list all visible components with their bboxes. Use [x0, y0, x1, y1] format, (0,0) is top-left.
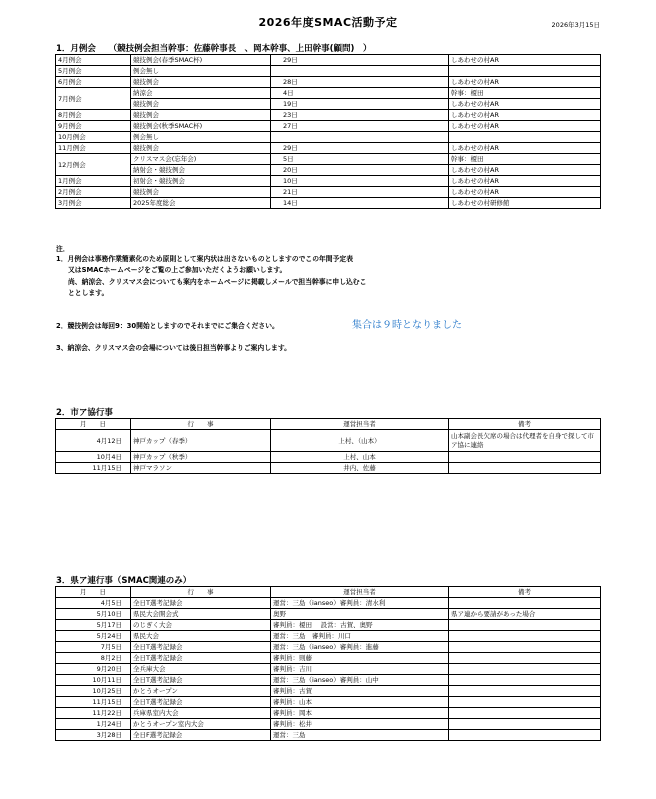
staff-cell: 上村、山本 [271, 452, 449, 463]
place-cell: しあわせの村AR [449, 77, 601, 88]
event-cell: 全日T選考記録会 [131, 598, 271, 609]
place-cell: しあわせの村研修館 [449, 198, 601, 209]
date-cell: 10月4日 [56, 452, 131, 463]
table-row [56, 198, 601, 209]
table-row [56, 99, 601, 110]
event-cell: のじぎく大会 [131, 620, 271, 631]
date-cell: 11月22日 [56, 708, 131, 719]
place-cell: 幹事：榎田 [449, 154, 601, 165]
staff-cell: 井内、佐藤 [271, 463, 449, 474]
date-cell: 7月5日 [56, 642, 131, 653]
date-cell: 9月20日 [56, 664, 131, 675]
note-cell [449, 664, 601, 675]
staff-cell: 審判員：松井 [271, 719, 449, 730]
staff-cell: 審判員：吉川 [271, 664, 449, 675]
table-row [56, 165, 601, 176]
note-cell: 県ア連から要請があった場合 [449, 609, 601, 620]
day-cell: 4日 [271, 88, 449, 99]
table-row [56, 143, 601, 154]
table-row [56, 620, 601, 631]
note-cell [449, 463, 601, 474]
header-staff: 運営担当者 [271, 587, 449, 598]
place-cell: しあわせの村AR [449, 99, 601, 110]
table-row [56, 110, 601, 121]
note-cell [449, 730, 601, 741]
event-cell: 競技例会(秋季SMAC杯) [131, 121, 271, 132]
table-row [56, 664, 601, 675]
city-events-table [55, 418, 601, 474]
table-header-row [56, 419, 601, 430]
table-row [56, 719, 601, 730]
month-cell: 7月例会 [56, 88, 131, 110]
staff-cell: 運営：三島 [271, 730, 449, 741]
table-row [56, 642, 601, 653]
event-cell: 県民大会開会式 [131, 609, 271, 620]
day-cell: 27日 [271, 121, 449, 132]
date-cell: 8月2日 [56, 653, 131, 664]
event-cell: 初射会・競技例会 [131, 176, 271, 187]
table-row [56, 66, 601, 77]
event-cell: 納射会・競技例会 [131, 165, 271, 176]
staff-cell: 審判員：岡本 [271, 708, 449, 719]
place-cell: しあわせの村AR [449, 55, 601, 66]
date-cell: 11月15日 [56, 463, 131, 474]
header-event: 行 事 [131, 587, 271, 598]
event-cell: クリスマス会(忘年会) [131, 154, 271, 165]
staff-cell: 運営：三島（ianseo）審判員：清水利 [271, 598, 449, 609]
header-date: 月 日 [56, 587, 131, 598]
table-row [56, 708, 601, 719]
day-cell: 28日 [271, 77, 449, 88]
event-cell: 神戸カップ（春季） [131, 430, 271, 452]
note-cell [449, 598, 601, 609]
table-row [56, 675, 601, 686]
day-cell [271, 132, 449, 143]
note-cell [449, 697, 601, 708]
table-row [56, 631, 601, 642]
event-cell: 全日F選考記録会 [131, 730, 271, 741]
note-1-line-2: 又はSMACホームページをご覧の上ご参加いただくようお願いします。 [68, 266, 287, 274]
header-date: 月 日 [56, 419, 131, 430]
place-cell: しあわせの村AR [449, 121, 601, 132]
date-cell: 4月12日 [56, 430, 131, 452]
monthly-events-table [55, 54, 601, 209]
date-cell: 10月11日 [56, 675, 131, 686]
document-date: 2026年3月15日 [551, 21, 600, 29]
event-cell: 神戸マラソン [131, 463, 271, 474]
table-row [56, 121, 601, 132]
event-cell: 全日T選考記録会 [131, 697, 271, 708]
event-cell: 競技例会(春季SMAC杯) [131, 55, 271, 66]
note-cell [449, 631, 601, 642]
staff-cell: 奥野 [271, 609, 449, 620]
table-row [56, 697, 601, 708]
note-3: 3、納涼会、クリスマス会の会場については後日担当幹事よりご案内します。 [56, 344, 291, 352]
section1-heading: 1．月例会 （競技例会担当幹事：佐藤幹事長 、岡本幹事、上田幹事(顧問) ） [56, 44, 372, 54]
table-row [56, 730, 601, 741]
event-cell: 競技例会 [131, 77, 271, 88]
place-cell: しあわせの村AR [449, 143, 601, 154]
note-cell [449, 675, 601, 686]
table-row [56, 132, 601, 143]
event-cell: 納涼会 [131, 88, 271, 99]
event-cell: 競技例会 [131, 99, 271, 110]
day-cell: 21日 [271, 187, 449, 198]
date-cell: 11月15日 [56, 697, 131, 708]
header-event: 行 事 [131, 419, 271, 430]
note-2: 2．競技例会は毎回9：30開始としますのでそれまでにご集合ください。 [56, 322, 279, 330]
table-row [56, 609, 601, 620]
place-cell: しあわせの村AR [449, 187, 601, 198]
event-cell: 全日T選考記録会 [131, 653, 271, 664]
note-1-line-4: ととします。 [68, 289, 109, 297]
table-row [56, 686, 601, 697]
event-cell: かとうオープン [131, 686, 271, 697]
table-row [56, 598, 601, 609]
event-cell: 全日T選考記録会 [131, 675, 271, 686]
date-cell: 5月17日 [56, 620, 131, 631]
event-cell: 競技例会 [131, 187, 271, 198]
table-header-row [56, 587, 601, 598]
event-cell: 全兵庫大会 [131, 664, 271, 675]
note-cell [449, 653, 601, 664]
event-cell: 全日T選考記録会 [131, 642, 271, 653]
month-cell: 8月例会 [56, 110, 131, 121]
table-row [56, 77, 601, 88]
notes-head: 注． [56, 245, 70, 253]
event-cell: 2025年度総会 [131, 198, 271, 209]
place-cell [449, 132, 601, 143]
note-cell [449, 719, 601, 730]
event-cell: 競技例会 [131, 110, 271, 121]
place-cell: しあわせの村AR [449, 110, 601, 121]
date-cell: 10月25日 [56, 686, 131, 697]
table-row [56, 55, 601, 66]
header-note: 備考 [449, 587, 601, 598]
day-cell: 10日 [271, 176, 449, 187]
day-cell: 20日 [271, 165, 449, 176]
event-cell: 神戸カップ（秋季） [131, 452, 271, 463]
staff-cell: 上村、（山本） [271, 430, 449, 452]
note-cell [449, 708, 601, 719]
note-2-update: 集合は９時となりました [352, 320, 462, 331]
staff-cell: 審判員：榎田 設営：古賀、奥野 [271, 620, 449, 631]
month-cell: 12月例会 [56, 154, 131, 176]
month-cell: 5月例会 [56, 66, 131, 77]
place-cell [449, 66, 601, 77]
staff-cell: 審判員：古賀 [271, 686, 449, 697]
header-staff: 運営担当者 [271, 419, 449, 430]
table-row [56, 187, 601, 198]
table-row [56, 176, 601, 187]
header-note: 備考 [449, 419, 601, 430]
event-cell: 例会無し [131, 66, 271, 77]
staff-cell: 運営：三島（ianseo）審判員：進藤 [271, 642, 449, 653]
month-cell: 9月例会 [56, 121, 131, 132]
month-cell: 1月例会 [56, 176, 131, 187]
event-cell: 例会無し [131, 132, 271, 143]
staff-cell: 運営：三島 審判員：川口 [271, 631, 449, 642]
table-row [56, 653, 601, 664]
staff-cell: 審判員：山本 [271, 697, 449, 708]
date-cell: 5月24日 [56, 631, 131, 642]
event-cell: 兵庫県室内大会 [131, 708, 271, 719]
date-cell: 1月24日 [56, 719, 131, 730]
month-cell: 2月例会 [56, 187, 131, 198]
day-cell: 29日 [271, 143, 449, 154]
staff-cell: 審判員：則藤 [271, 653, 449, 664]
month-cell: 11月例会 [56, 143, 131, 154]
table-row [56, 88, 601, 99]
date-cell: 4月5日 [56, 598, 131, 609]
table-row [56, 452, 601, 463]
place-cell: しあわせの村AR [449, 176, 601, 187]
document-title: 2026年度SMAC活動予定 [258, 16, 398, 29]
note-cell [449, 620, 601, 631]
note-1-line-3: 尚、納涼会、クリスマス会についても案内をホームページに掲載しメールで担当幹事に申し込むこ [68, 278, 367, 286]
note-cell [449, 642, 601, 653]
month-cell: 10月例会 [56, 132, 131, 143]
day-cell: 29日 [271, 55, 449, 66]
note-cell: 山本副会長欠席の場合は代理者を自身で探して市ア協に連絡 [449, 430, 601, 452]
month-cell: 3月例会 [56, 198, 131, 209]
section2-heading: 2．市ア協行事 [56, 408, 113, 418]
day-cell: 19日 [271, 99, 449, 110]
staff-cell: 運営：三島（ianseo）審判員：山中 [271, 675, 449, 686]
place-cell: しあわせの村AR [449, 165, 601, 176]
day-cell: 5日 [271, 154, 449, 165]
prefecture-events-table [55, 586, 601, 741]
day-cell: 23日 [271, 110, 449, 121]
note-cell [449, 452, 601, 463]
event-cell: かとうオープン室内大会 [131, 719, 271, 730]
table-row [56, 430, 601, 452]
note-cell [449, 686, 601, 697]
table-row [56, 463, 601, 474]
event-cell: 競技例会 [131, 143, 271, 154]
place-cell: 幹事：榎田 [449, 88, 601, 99]
event-cell: 県民大会 [131, 631, 271, 642]
day-cell [271, 66, 449, 77]
month-cell: 6月例会 [56, 77, 131, 88]
table-row [56, 154, 601, 165]
date-cell: 5月10日 [56, 609, 131, 620]
date-cell: 3月28日 [56, 730, 131, 741]
day-cell: 14日 [271, 198, 449, 209]
note-1-line-1: 1．月例会は事務作業簡素化のため原則として案内状は出さないものとしますのでこの年間予定表 [56, 255, 353, 263]
month-cell: 4月例会 [56, 55, 131, 66]
section3-heading: 3．県ア連行事（SMAC関連のみ） [56, 576, 192, 586]
